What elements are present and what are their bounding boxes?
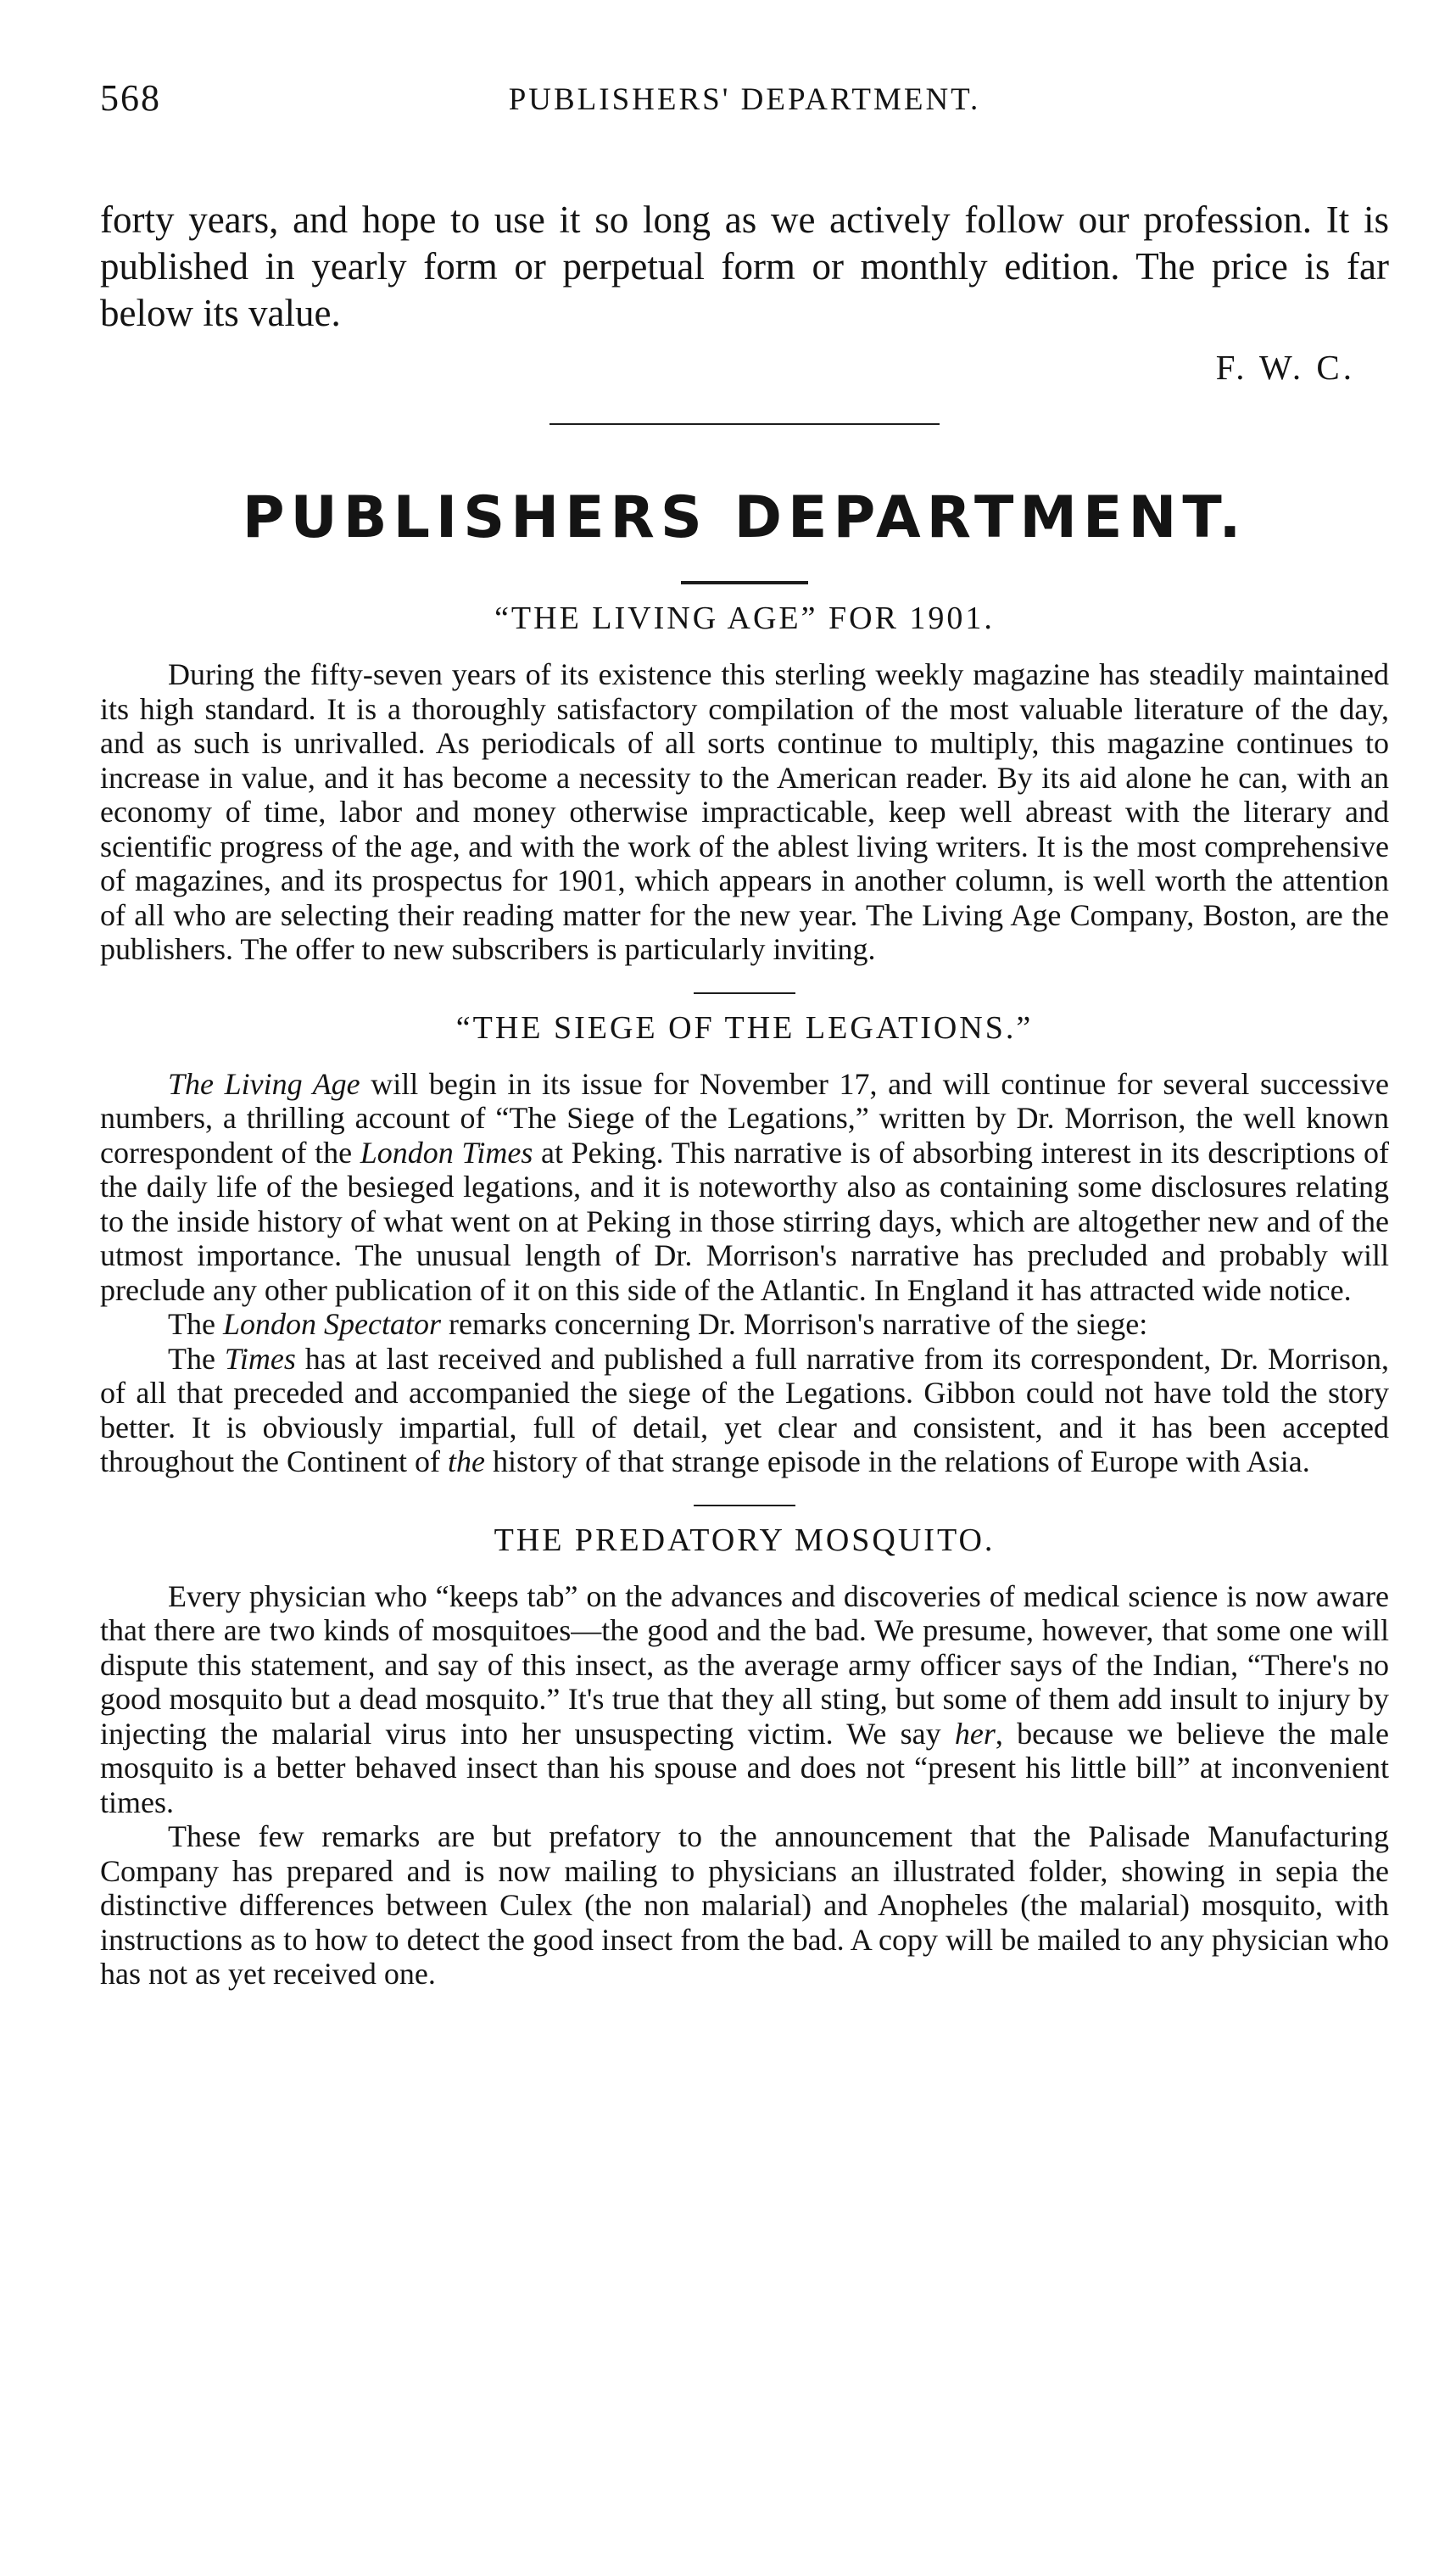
- publication-title: Times: [224, 1341, 296, 1376]
- section-divider: [694, 992, 795, 994]
- text-run: Every physician who “keeps tab” on the advances and discoveries of medical science is now aware that there are two kinds of mosquitoes—the good and the bad. We presume, however, that some one will dispute this statement, and say of this insect, as the average army officer says of the Indian, “There's no good mosquito but a dead mosquito.” It's true that they all sting, but some of them add insult to injury by injecting the malarial virus into her unsuspecting victim. We say: [100, 1578, 1389, 1751]
- emphasis: her: [954, 1716, 996, 1751]
- text-run: has at last received and published a full narrative from its correspondent, Dr. Morrison, of all that preceded and accompanied the siege of the Legations. Gibbon could not have told the story better. It is obviously impartial, full of detail, yet clear and consistent, and it has been accepted throughout the Continent of: [100, 1341, 1389, 1478]
- page-number: 568: [100, 77, 161, 119]
- running-head: [100, 76, 1389, 127]
- text-run: remarks concerning Dr. Morrison's narrative of the siege:: [440, 1307, 1148, 1341]
- continued-paragraph: forty years, and hope to use it so long as we actively follow our profession. It is published in yearly form or perpetual form or monthly edition. The price is far below its value.: [100, 198, 1389, 334]
- emphasis: the: [447, 1444, 485, 1478]
- mosquito-paragraph-2: These few remarks are but prefatory to the announcement that the Palisade Manufacturing Company has prepared and is now mailing to physicians an illustrated folder, showing in sepia the distinctive differences between Culex (the non malarial) and Anopheles (the malarial) mosquito, with instructions as to how to detect the good insect from the bad. A copy will be mailed to any physician who has not as yet received one.: [100, 1819, 1389, 1991]
- section-divider: [549, 423, 940, 425]
- heading-living-age: “THE LIVING AGE” FOR 1901.: [494, 601, 995, 636]
- siege-quotation: [100, 1342, 1389, 1479]
- text-run: , because we believe the male mosquito is a better behaved insect than his spouse and does not “present his little bill” at inconvenient times.: [100, 1716, 1389, 1819]
- siege-paragraph-2: [100, 1307, 1389, 1342]
- text-run: The: [168, 1307, 223, 1341]
- running-title: PUBLISHERS' DEPARTMENT.: [508, 82, 981, 117]
- publication-title: London Times: [360, 1135, 533, 1170]
- section-divider: [694, 1505, 795, 1506]
- text-run: at Peking. This narrative is of absorbing interest in its descriptions of the daily life of the besieged legations, and it is noteworthy also as containing some disclosures relating to the inside history of what went on at Peking in those stirring days, which are altogether new and of the utmost importance. The unusual length of Dr. Morrison's narrative has precluded and probably will preclude any other publication of it on this side of the Atlantic. In England it has attracted wide notice.: [100, 1135, 1389, 1307]
- text-run: history of that strange episode in the relations of Europe with Asia.: [484, 1444, 1310, 1478]
- text-run: The: [168, 1341, 225, 1376]
- living-age-paragraph: During the fifty-seven years of its existence this sterling weekly magazine has steadily maintained its high standard. It is a thoroughly satisfactory compilation of the most valuable literature of the day, and as such is unrivalled. As periodicals of all sorts continue to multiply, this magazine continues to increase in value, and it has become a necessity to the American reader. By its aid alone he can, with an economy of time, labor and money otherwise impracticable, keep well abreast with the literary and scientific progress of the age, and with the work of the ablest living writers. It is the most comprehensive of magazines, and its prospectus for 1901, which appears in another column, is well worth the attention of all who are selecting their reading matter for the new year. The Living Age Company, Boston, are the publishers. The offer to new subscribers is particularly inviting.: [100, 657, 1389, 966]
- text-run: will begin in its issue for November 17, and will continue for several successive numbers, a thrilling account of “The Siege of the Legations,” written by Dr. Morrison, the well known correspondent of the: [100, 1066, 1389, 1170]
- publication-title: The Living Age: [168, 1066, 360, 1101]
- department-title: PUBLISHERS DEPARTMENT.: [242, 484, 1247, 551]
- signature: F. W. C.: [1215, 348, 1355, 387]
- siege-paragraph-1: [100, 1067, 1389, 1308]
- page: [100, 76, 1389, 1992]
- title-rule: [681, 581, 808, 584]
- heading-siege: “THE SIEGE OF THE LEGATIONS.”: [455, 1009, 1034, 1046]
- heading-mosquito: THE PREDATORY MOSQUITO.: [494, 1522, 996, 1558]
- publication-title: London Spectator: [222, 1307, 441, 1341]
- mosquito-paragraph-1: [100, 1579, 1389, 1820]
